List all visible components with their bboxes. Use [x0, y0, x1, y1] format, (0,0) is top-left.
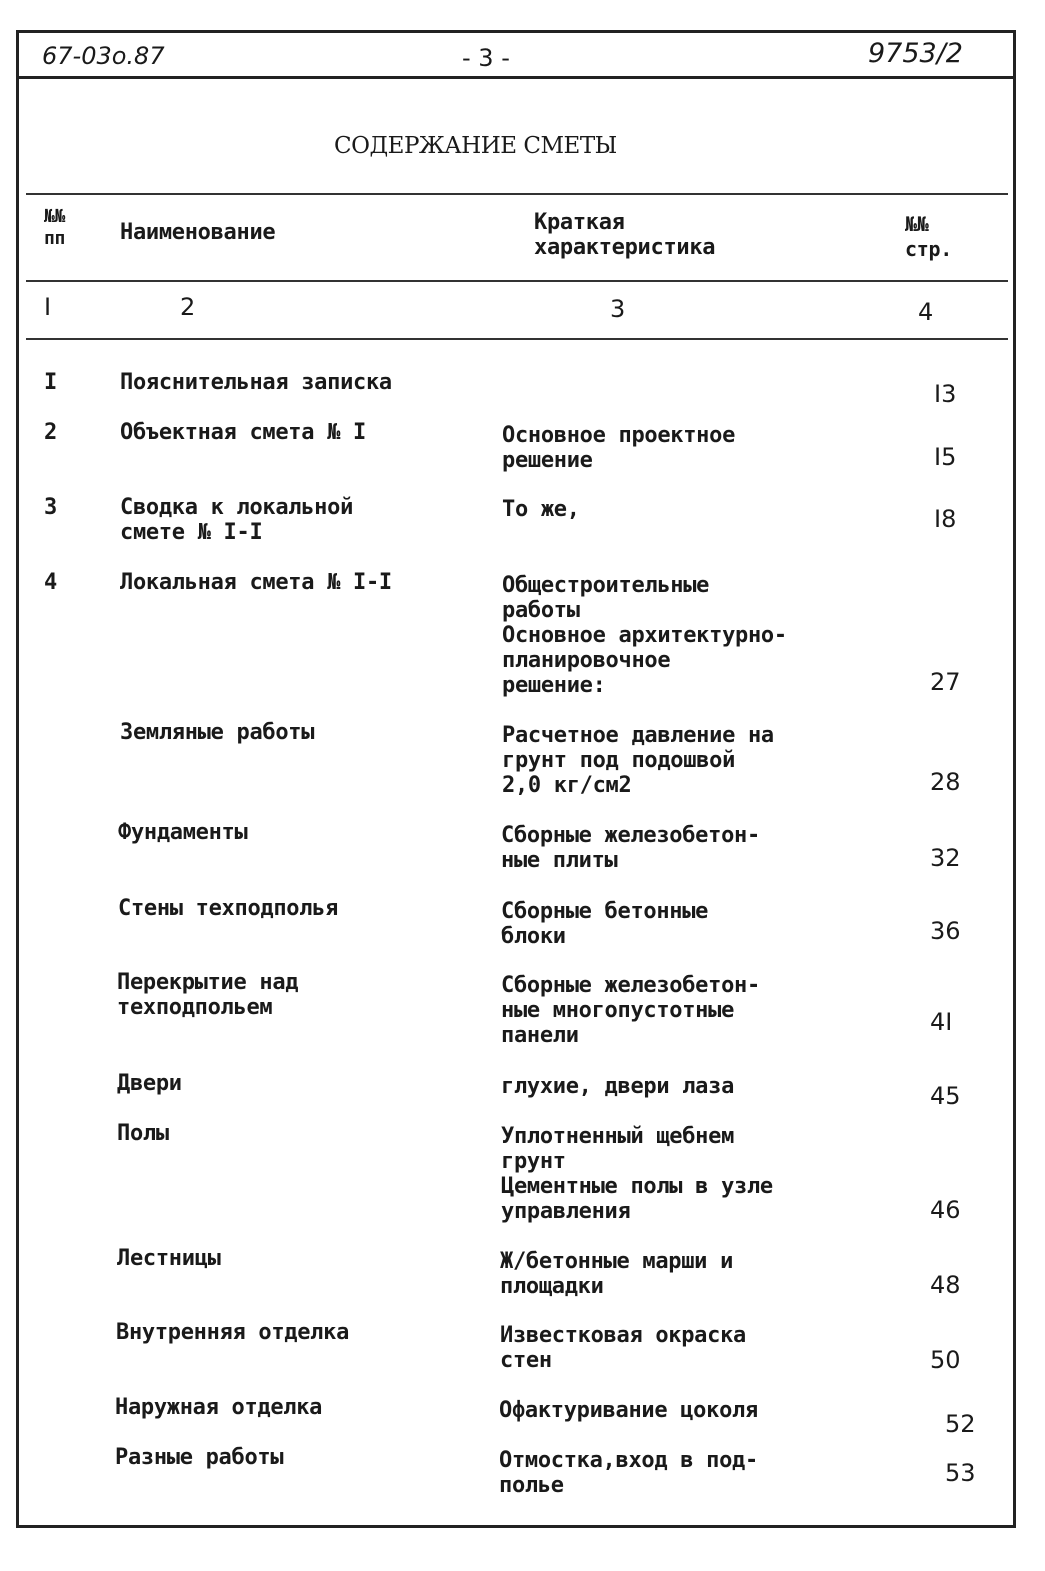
- row-8-name: Перекрытие над техподпольем: [117, 970, 299, 1020]
- header-divider: [16, 76, 1016, 79]
- row-2-page: I5: [934, 443, 957, 471]
- col-header-page: №№ стр.: [905, 212, 952, 261]
- row-10-name: Полы: [117, 1121, 169, 1146]
- row-1-num: I: [44, 370, 57, 395]
- row-13-name: Наружная отделка: [115, 1395, 323, 1420]
- row-3-name: Сводка к локальной смете № I-I: [120, 495, 354, 545]
- row-5-desc: Расчетное давление на грунт под подошвой 2,0 кг/см2: [502, 723, 774, 798]
- row-7-name: Стены техподполья: [118, 896, 339, 921]
- row-4-desc: Общестроительные работы Основное архитектурно- планировочное решение:: [502, 573, 787, 698]
- row-5-page: 28: [930, 768, 961, 796]
- row-3-desc: То же,: [502, 497, 580, 522]
- row-8-desc: Сборные железобетон- ные многопустотные панели: [501, 973, 760, 1048]
- row-14-page: 53: [945, 1459, 976, 1487]
- row-4-name: Локальная смета № I-I: [120, 570, 392, 595]
- row-11-page: 48: [930, 1271, 961, 1299]
- col-header-name: Наименование: [120, 220, 276, 245]
- row-2-num: 2: [44, 420, 57, 445]
- row-6-name: Фундаменты: [118, 820, 248, 845]
- col-number-4: 4: [918, 298, 934, 326]
- row-4-page: 27: [930, 668, 961, 696]
- header-bottom-rule: [26, 280, 1008, 282]
- row-7-desc: Сборные бетонные блоки: [501, 899, 709, 949]
- row-13-page: 52: [945, 1410, 976, 1438]
- row-14-name: Разные работы: [115, 1445, 284, 1470]
- row-9-page: 45: [930, 1082, 961, 1110]
- row-1-name: Пояснительная записка: [120, 370, 392, 395]
- col-number-3: 3: [610, 295, 626, 323]
- row-5-name: Земляные работы: [120, 720, 315, 745]
- archive-number: 9753/2: [868, 38, 963, 69]
- col-header-num: №№ пп: [44, 206, 66, 249]
- row-2-desc: Основное проектное решение: [502, 423, 736, 473]
- row-11-desc: Ж/бетонные марши и площадки: [500, 1249, 734, 1299]
- row-1-page: I3: [934, 380, 957, 408]
- table-top-rule: [26, 193, 1008, 195]
- row-8-page: 4I: [930, 1008, 953, 1036]
- row-3-page: I8: [934, 505, 957, 533]
- row-13-desc: Офактуривание цоколя: [499, 1398, 758, 1423]
- row-10-desc: Уплотненный щебнем грунт Цементные полы в узле управления: [501, 1124, 773, 1224]
- row-3-num: 3: [44, 495, 57, 520]
- document-code: 67-03о.87: [42, 42, 165, 70]
- row-4-num: 4: [44, 570, 57, 595]
- col-number-1: I: [44, 293, 52, 321]
- col-number-2: 2: [180, 293, 196, 321]
- row-2-name: Объектная смета № I: [120, 420, 366, 445]
- row-12-desc: Известковая окраска стен: [500, 1323, 746, 1373]
- row-12-name: Внутренняя отделка: [116, 1320, 350, 1345]
- row-11-name: Лестницы: [117, 1246, 221, 1271]
- row-14-desc: Отмостка,вход в под- полье: [499, 1448, 758, 1498]
- row-9-desc: глухие, двери лаза: [501, 1074, 735, 1099]
- numbers-bottom-rule: [26, 338, 1008, 340]
- row-6-desc: Сборные железобетон- ные плиты: [501, 823, 760, 873]
- col-header-desc: Краткая характеристика: [534, 210, 716, 260]
- row-7-page: 36: [930, 917, 961, 945]
- row-12-page: 50: [930, 1346, 961, 1374]
- page-mark: - 3 -: [462, 44, 510, 72]
- row-9-name: Двери: [117, 1071, 182, 1096]
- page-title: СОДЕРЖАНИЕ СМЕТЫ: [334, 133, 617, 159]
- row-10-page: 46: [930, 1196, 961, 1224]
- row-6-page: 32: [930, 844, 961, 872]
